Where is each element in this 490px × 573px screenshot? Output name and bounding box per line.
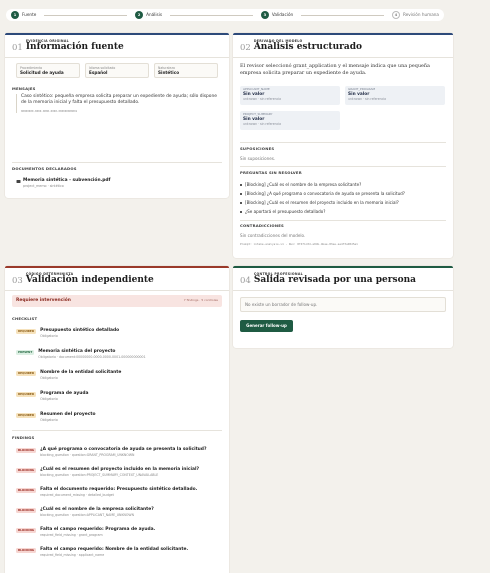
status-badge: BLOCKING	[18, 527, 35, 532]
item-title: Falta el documento requerido: Presupuesto sintético detallado.	[40, 487, 198, 492]
step-number: 3	[261, 11, 269, 19]
card-title: Información fuente	[25, 42, 124, 53]
item-sub: Obligatorio	[40, 417, 58, 422]
item-title: Falta el campo requerido: Nombre de la entidad solicitante.	[40, 547, 189, 552]
human-review-card	[233, 266, 453, 348]
checklist-item	[16, 349, 146, 359]
section-label: PREGUNTAS SIN RESOLVER	[240, 170, 302, 175]
status-badge: BLOCKING	[18, 487, 35, 492]
status-badge: REQUIRED	[18, 328, 35, 333]
section-label: SUPOSICIONES	[240, 146, 275, 151]
divider	[240, 166, 446, 167]
section-label: MENSAJES	[12, 86, 36, 91]
status-badge: BLOCKING	[18, 507, 35, 512]
field-value: Sin valor	[348, 91, 370, 97]
meta-key: Naturaleza	[158, 66, 175, 70]
divider	[5, 57, 229, 58]
card-header	[240, 40, 362, 53]
divider	[233, 57, 453, 58]
section-label: CHECKLIST	[12, 316, 38, 321]
contradictions-text: Sin contradicciones del modelo.	[240, 233, 306, 238]
step-number: 1	[11, 11, 19, 19]
card-title: Análisis estructurado	[253, 42, 362, 53]
validation-card	[5, 266, 229, 573]
finding-item	[16, 547, 188, 557]
source-info-card	[5, 33, 229, 198]
item-sub: Obligatorio · document:00000000-0000-0000-0001-000000000001	[38, 354, 146, 359]
step-number: 4	[392, 11, 400, 19]
item-sub: required_field_missing · applicant_name	[40, 552, 105, 557]
divider	[5, 290, 229, 291]
intervention-banner	[12, 295, 222, 307]
analysis-intro: El revisor seleccionó grant_application y el mensaje indica que una pequeña empresa solicita preparar un expediente de ayuda.	[240, 63, 430, 76]
meta-value: Español	[89, 70, 108, 76]
meta-procedure	[16, 63, 80, 78]
question-item: [Blocking] ¿A qué programa o convocatoria de ayuda se presenta la solicitud?	[240, 191, 405, 196]
card-accent-bar	[5, 33, 229, 35]
followup-empty-state	[240, 297, 446, 312]
divider	[12, 162, 222, 163]
empty-text: No existe un borrador de follow-up.	[245, 301, 318, 307]
card-header	[12, 40, 124, 53]
status-badge: REQUIRED	[18, 391, 35, 396]
field-sub: unknown · sin referencia	[348, 97, 387, 102]
section-label: DOCUMENTOS DECLARADOS	[12, 166, 77, 171]
field-sub: unknown · sin referencia	[243, 122, 282, 127]
card-number: 04	[240, 276, 251, 287]
message-text: Caso sintético: pequeña empresa solicita preparar un expediente de ayuda; sólo dispone de la memoria inicial y falta el presupuesto detallado.	[21, 94, 217, 106]
banner-meta: 7 findings · 5 controles	[183, 298, 218, 303]
document-item[interactable]	[16, 178, 110, 188]
field-project-summary	[240, 111, 340, 130]
item-sub: blocking_question · question:GRANT_PROGRAM_UNKNOWN	[40, 452, 135, 457]
file-icon	[16, 179, 21, 184]
step-validacion[interactable]	[261, 11, 293, 19]
checklist-item	[16, 370, 121, 380]
analysis-card	[233, 33, 453, 258]
card-kicker: CÓDIGO DETERMINISTA	[25, 272, 74, 276]
card-number: 03	[12, 276, 23, 287]
card-accent-bar	[233, 266, 453, 268]
item-sub: required_field_missing · grant_program	[40, 532, 103, 537]
finding-item	[16, 487, 197, 497]
question-item: [Blocking] ¿Cuál es el nombre de la empresa solicitante?	[240, 182, 361, 187]
item-title: Programa de ayuda	[40, 391, 89, 396]
card-accent-bar	[233, 33, 453, 35]
finding-item	[16, 527, 155, 537]
divider	[12, 430, 222, 431]
banner-title: Requiere intervención	[16, 298, 71, 304]
field-key: GRANT_PROGRAM	[348, 87, 376, 91]
step-connector	[44, 15, 127, 16]
checklist-item	[16, 391, 88, 401]
message-block	[16, 94, 222, 113]
finding-item	[16, 467, 199, 477]
status-badge: BLOCKING	[18, 547, 35, 552]
meta-nature	[154, 63, 218, 78]
step-number: 2	[135, 11, 143, 19]
section-label: CONTRADICCIONES	[240, 223, 284, 228]
item-sub: Obligatorio	[40, 375, 58, 380]
document-sub: project_memo · sintético	[23, 183, 64, 188]
field-applicant-name	[240, 86, 340, 105]
question-item: [Blocking] ¿Cuál es el resumen del proyecto incluido en la memoria inicial?	[240, 200, 399, 205]
divider	[240, 220, 446, 221]
card-kicker: CONTROL PROFESIONAL	[253, 272, 303, 276]
card-title: Validación independiente	[25, 275, 154, 286]
item-title: ¿A qué programa o convocatoria de ayuda se presenta la solicitud?	[40, 447, 207, 452]
status-badge: PRESENT	[18, 349, 33, 354]
card-kicker: DERIVADO DEL MODELO	[253, 39, 303, 43]
step-label: Validación	[271, 12, 294, 18]
item-sub: Obligatorio	[40, 333, 58, 338]
prompt-run-line: Prompt: intake-analysis-v1 · Run: 8f4f1c0d-a0db-4bae-83ee-ae4f3a90d5a1	[240, 242, 358, 246]
card-title: Salida revisada por una persona	[253, 275, 416, 286]
step-connector	[301, 15, 384, 16]
card-number: 02	[240, 43, 251, 54]
divider	[240, 142, 446, 143]
item-title: ¿Cuál es el resumen del proyecto incluido en la memoria inicial?	[40, 467, 200, 472]
step-fuente[interactable]	[11, 11, 36, 19]
meta-key: Procedimiento	[20, 66, 43, 70]
status-badge: REQUIRED	[18, 412, 35, 417]
step-label: Análisis	[146, 12, 163, 18]
assumptions-text: Sin suposiciones.	[240, 156, 276, 161]
question-item: ¿Se aportará el presupuesto detallado?	[240, 209, 325, 214]
item-sub: blocking_question · question:PROJECT_SUMMARY_CONTEXT_UNAVAILABLE	[40, 472, 159, 477]
step-connector	[170, 15, 253, 16]
meta-value: Sintético	[158, 70, 180, 76]
status-badge: REQUIRED	[18, 370, 35, 375]
card-header	[12, 273, 154, 286]
card-header	[240, 273, 416, 286]
step-revision[interactable]	[392, 11, 439, 19]
section-label: FINDINGS	[12, 435, 35, 440]
divider	[233, 290, 453, 291]
item-title: Presupuesto sintético detallado	[40, 328, 120, 333]
item-title: Nombre de la entidad solicitante	[40, 370, 122, 375]
checklist-item	[16, 328, 119, 338]
field-value: Sin valor	[243, 116, 265, 122]
field-key: PROJECT_SUMMARY	[243, 112, 273, 116]
status-badge: BLOCKING	[18, 467, 35, 472]
meta-key: Idioma solicitado	[89, 66, 116, 70]
item-title: Memoria sintética del proyecto	[38, 349, 116, 354]
status-badge: BLOCKING	[18, 447, 35, 452]
field-grant-program	[345, 86, 445, 105]
card-kicker: EVIDENCIA ORIGINAL	[25, 39, 69, 43]
finding-item	[16, 447, 207, 457]
step-analisis[interactable]	[135, 11, 162, 19]
checklist-item	[16, 412, 95, 422]
finding-item	[16, 507, 154, 517]
field-value: Sin valor	[243, 91, 265, 97]
step-label: Revisión humana	[402, 12, 439, 18]
item-title: Resumen del proyecto	[40, 412, 96, 417]
field-sub: unknown · sin referencia	[243, 97, 282, 102]
meta-value: Solicitud de ayuda	[20, 70, 64, 76]
meta-language	[85, 63, 149, 78]
step-label: Fuente	[22, 12, 37, 18]
document-name: Memoria sintética - subvención.pdf	[23, 178, 111, 183]
card-accent-bar	[5, 266, 229, 268]
item-sub: Obligatorio	[40, 396, 58, 401]
card-number: 01	[12, 43, 23, 54]
field-key: APPLICANT_NAME	[243, 87, 270, 91]
item-title: Falta el campo requerido: Programa de ayuda.	[40, 527, 156, 532]
generate-followup-button[interactable]: Generar follow-up	[240, 320, 293, 332]
progress-stepper	[6, 9, 444, 21]
item-sub: blocking_question · question:APPLICANT_NAME_UNKNOWN	[40, 512, 134, 517]
message-id: 00000000-0000-0000-0000-000000000001	[21, 109, 78, 113]
item-sub: required_document_missing · detailed_budget	[40, 492, 114, 497]
item-title: ¿Cuál es el nombre de la empresa solicitante?	[40, 507, 154, 512]
